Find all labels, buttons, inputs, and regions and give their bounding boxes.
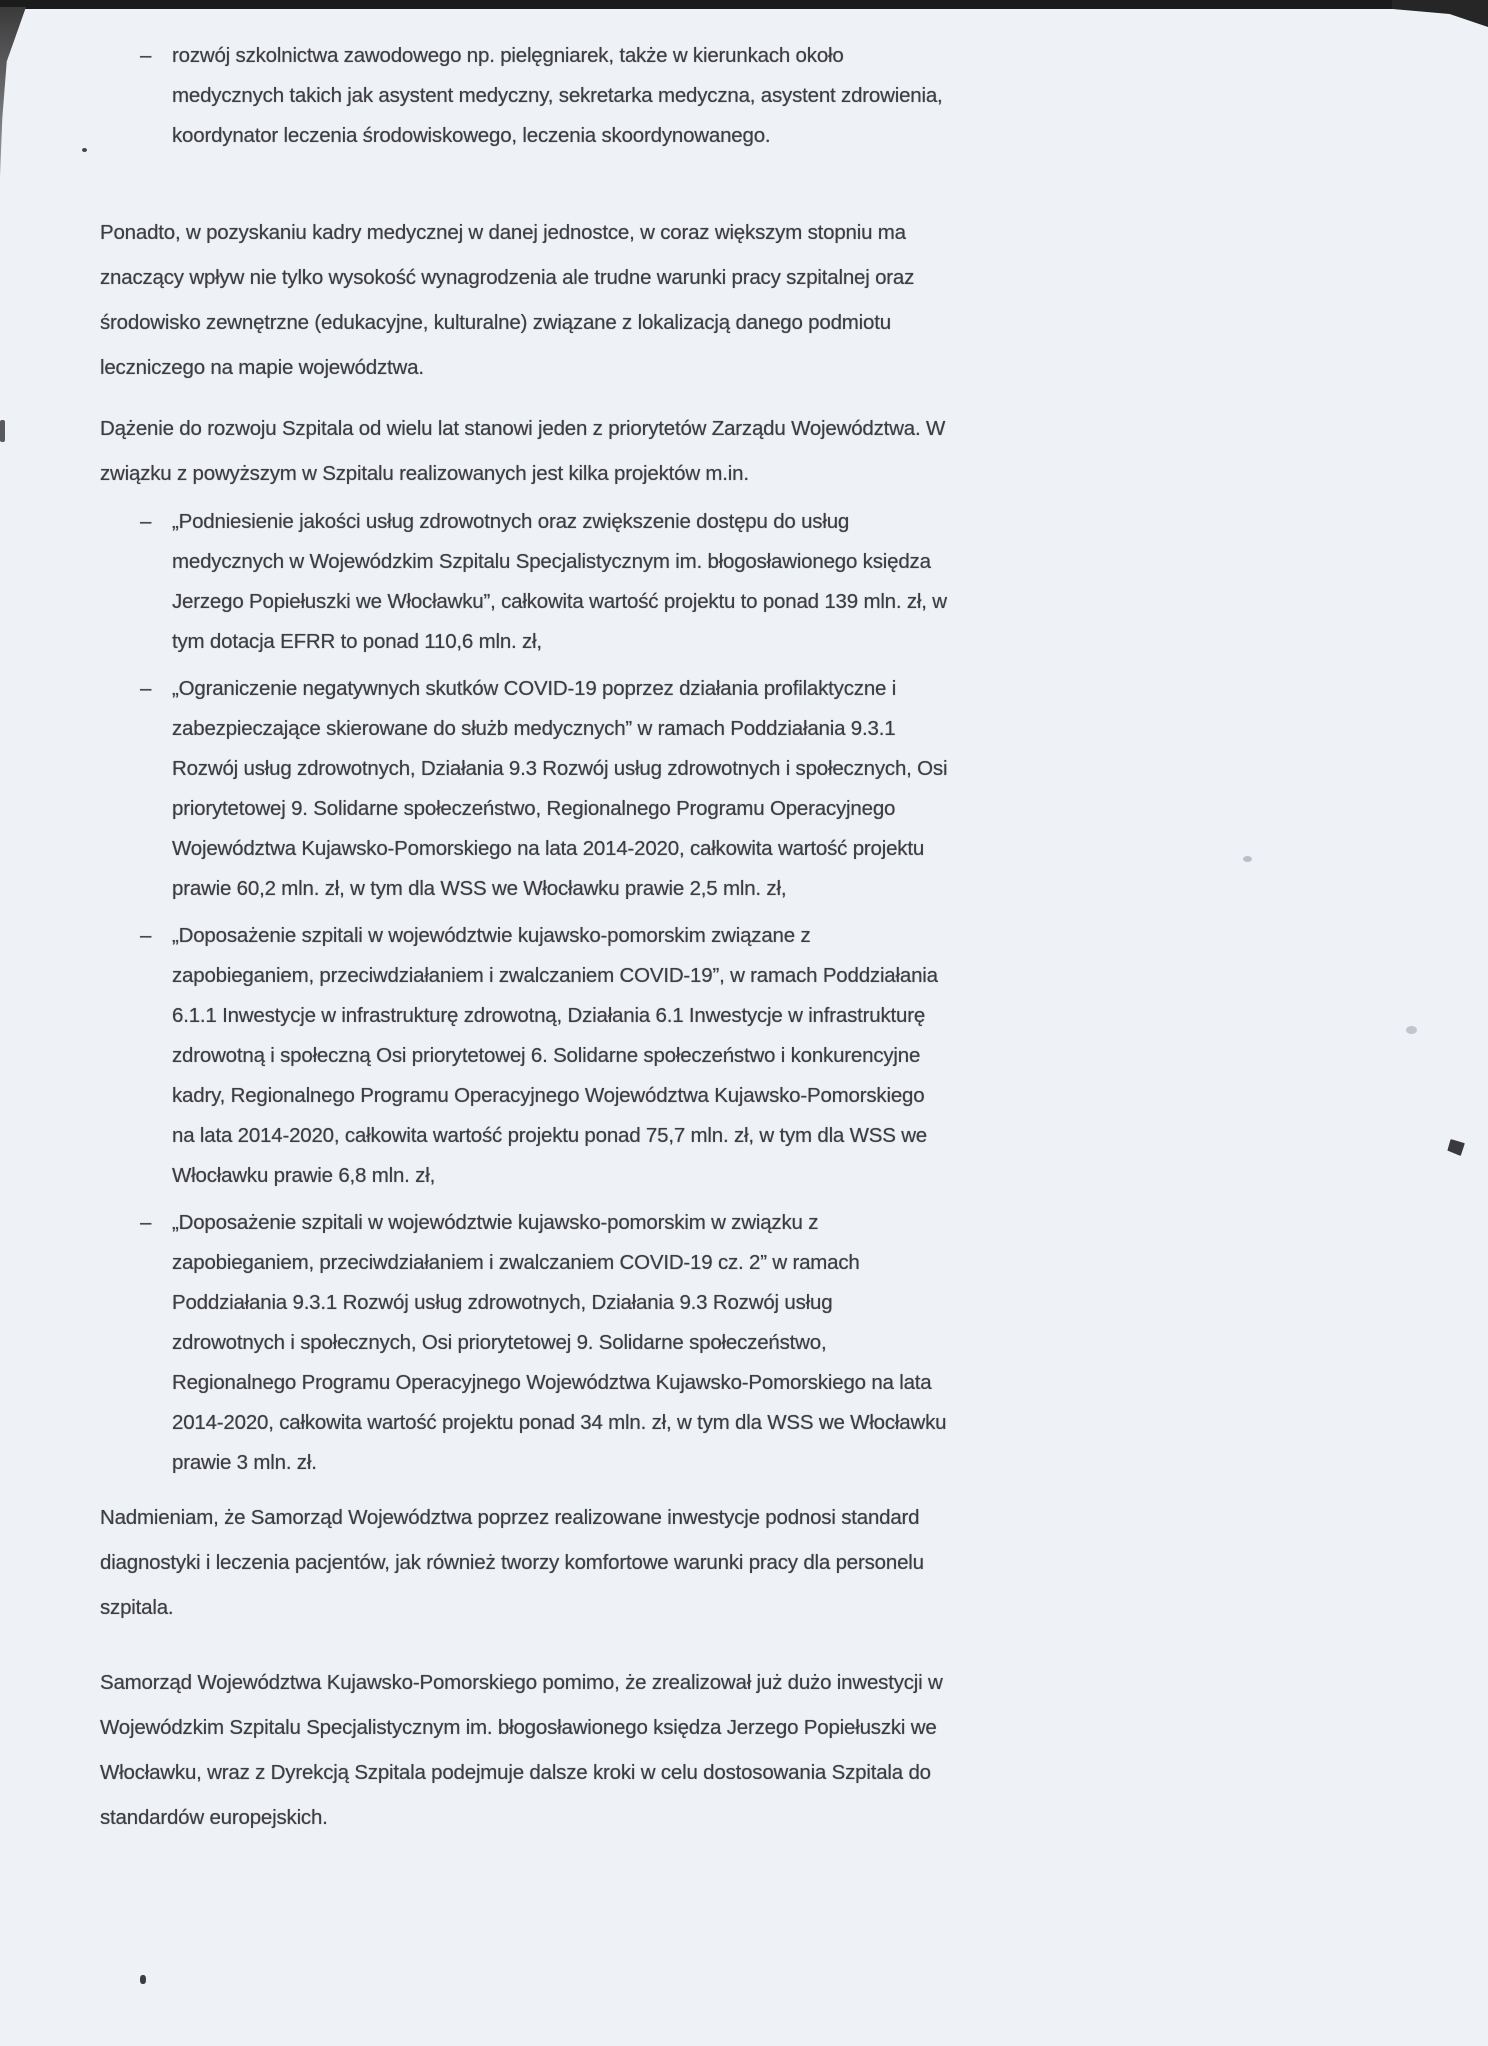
scan-artifact-speck (1406, 1026, 1417, 1034)
scan-artifact-top-edge (0, 0, 1488, 9)
list-item (140, 502, 948, 662)
list-item (140, 669, 948, 909)
scan-artifact-left-wedge (0, 7, 26, 177)
document-body (100, 36, 948, 1840)
paragraph-hospital-development-priority: Dążenie do rozwoju Szpitala od wielu lat stanowi jeden z priorytetów Zarządu Województwa. W związku z powyższym w Szpitalu realizowanych jest kilka projektów m.in. (100, 417, 946, 485)
projects-bullet-list (100, 502, 948, 1483)
dash-bullet: – (140, 510, 152, 533)
paragraph-recruitment-factors: Ponadto, w pozyskaniu kadry medycznej w danej jednostce, w coraz większym stopniu ma znaczący wpływ nie tylko wysokość wynagrodzenia ale trudne warunki pracy szpitalnej oraz środowisko zewnętrzne (edukacyjne, kulturalne) związane z lokalizacją danego podmiotu leczniczego na mapie województwa. (100, 221, 915, 379)
list-item (140, 1203, 948, 1483)
list-item (140, 36, 948, 156)
list-item-text: „Ograniczenie negatywnych skutków COVID-19 poprzez działania profilaktyczne i zabezpieczające skierowane do służb medycznych” w ramach Poddziałania 9.3.1 Rozwój usług zdrowotnych, Działania 9.3 Rozwój usług zdrowotnych i społecznych, Osi priorytetowej 9. Solidarne społeczeństwo, Regionalnego Programu Operacyjnego Województwa Kujawsko-Pomorskiego na lata 2014-2020, całkowita wartość projektu prawie 60,2 mln. zł, w tym dla WSS we Włocławku prawie 2,5 mln. zł, (172, 677, 948, 900)
intro-bullet-list (100, 36, 948, 156)
paragraph-investments-raise-standard: Nadmieniam, że Samorząd Województwa poprzez realizowane inwestycje podnosi standard diagnostyki i leczenia pacjentów, jak również tworzy komfortowe warunki pracy dla personelu szpitala. (100, 1506, 924, 1619)
scan-artifact-speck (1243, 856, 1252, 862)
scan-artifact-top-right-corner (1392, 0, 1488, 27)
dash-bullet: – (140, 924, 152, 947)
dash-bullet: – (140, 1211, 152, 1234)
list-item-text: „Doposażenie szpitali w województwie kujawsko-pomorskim związane z zapobieganiem, przeciwdziałaniem i zwalczaniem COVID-19”, w ramach Poddziałania 6.1.1 Inwestycje w infrastrukturę zdrowotną, Działania 6.1 Inwestycje w infrastrukturę zdrowotną i społeczną Osi priorytetowej 6. Solidarne społeczeństwo i konkurencyjne kadry, Regionalnego Programu Operacyjnego Województwa Kujawsko-Pomorskiego na lata 2014-2020, całkowita wartość projektu ponad 75,7 mln. zł, w tym dla WSS we Włocławku prawie 6,8 mln. zł, (172, 924, 938, 1187)
dash-bullet: – (140, 44, 152, 67)
list-item-text: „Podniesienie jakości usług zdrowotnych oraz zwiększenie dostępu do usług medycznych w Wojewódzkim Szpitalu Specjalistycznym im. błogosławionego księdza Jerzego Popiełuszki we Włocławku”, całkowita wartość projektu to ponad 139 mln. zł, w tym dotacja EFRR to ponad 110,6 mln. zł, (172, 510, 947, 653)
scan-artifact-speck (140, 1975, 146, 1984)
scan-artifact-speck (0, 420, 5, 442)
paragraph-further-steps: Samorząd Województwa Kujawsko-Pomorskiego pomimo, że zrealizował już dużo inwestycji w Wojewódzkim Szpitalu Specjalistycznym im. błogosławionego księdza Jerzego Popiełuszki we Włocławku, wraz z Dyrekcją Szpitala podejmuje dalsze kroki w celu dostosowania Szpitala do standardów europejskich. (100, 1671, 943, 1829)
list-item-text: „Doposażenie szpitali w województwie kujawsko-pomorskim w związku z zapobieganiem, przeciwdziałaniem i zwalczaniem COVID-19 cz. 2” w ramach Poddziałania 9.3.1 Rozwój usług zdrowotnych, Działania 9.3 Rozwój usług zdrowotnych i społecznych, Osi priorytetowej 9. Solidarne społeczeństwo, Regionalnego Programu Operacyjnego Województwa Kujawsko-Pomorskiego na lata 2014-2020, całkowita wartość projektu ponad 34 mln. zł, w tym dla WSS we Włocławku prawie 3 mln. zł. (172, 1211, 947, 1474)
scan-artifact-speck (82, 148, 87, 152)
dash-bullet: – (140, 677, 152, 700)
scan-artifact-speck (1447, 1139, 1465, 1157)
list-item (140, 916, 948, 1196)
list-item-text: rozwój szkolnictwa zawodowego np. pielęgniarek, także w kierunkach około medycznych takich jak asystent medyczny, sekretarka medyczna, asystent zdrowienia, koordynator leczenia środowiskowego, leczenia skoordynowanego. (172, 44, 943, 147)
